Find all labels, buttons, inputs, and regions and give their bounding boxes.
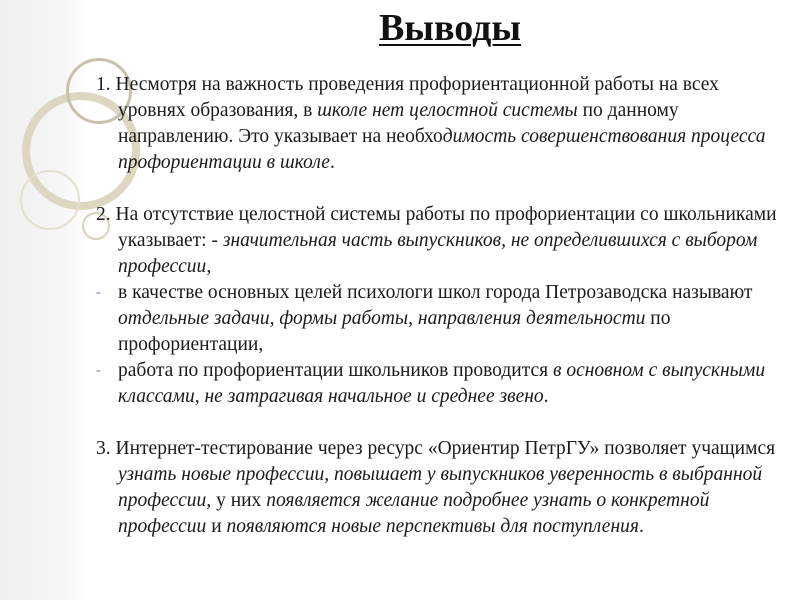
conclusion-1-text-2: по данному направлению. Это указывает на необхо xyxy=(118,100,679,147)
bullet-item-2 xyxy=(96,358,786,410)
conclusion-2-text: 2. На отсутствие целостной системы работы по профориентации со школьниками указывает: - xyxy=(96,204,777,251)
conclusion-2-emphasis: значительная часть выпускников, не определившихся с выбором профессии xyxy=(118,230,758,277)
conclusion-3-text-3: и xyxy=(206,516,227,537)
bullet-1-text-2: по профориентации, xyxy=(118,308,671,355)
bullet-2-text: работа по профориентации школьников проводится xyxy=(118,360,553,381)
conclusion-3-text: 3. Интернет-тестирование через ресурс «Ориентир ПетрГУ» позволяет учащимся xyxy=(96,438,776,459)
bullet-item-1 xyxy=(96,280,786,358)
conclusion-1-emphasis: школе нет целостной системы xyxy=(317,100,578,121)
conclusion-3-emphasis-2: появляется желание подробнее узнать о конкретной профессии xyxy=(118,490,710,537)
bullet-1-text: в качестве основных целей психологи школ города Петрозаводска называют xyxy=(118,282,753,303)
conclusion-1-text: 1. Несмотря на важность проведения профориентационной работы на всех уровнях образования, в xyxy=(96,74,719,121)
decorative-ring-small xyxy=(20,170,80,230)
bullet-2-period: . xyxy=(543,386,549,407)
conclusion-1 xyxy=(96,72,786,176)
bullet-2-emphasis: в основном с выпускными классами, не затрагивая начальное и среднее звено xyxy=(118,360,766,407)
conclusion-2-comma: , xyxy=(206,256,212,277)
bullet-dash-icon: - xyxy=(96,285,101,300)
paragraph-gap xyxy=(96,176,786,202)
conclusion-3-text-2: у них xyxy=(211,490,267,511)
slide-title: Выводы xyxy=(378,7,522,49)
conclusion-2 xyxy=(96,202,786,280)
paragraph-gap xyxy=(96,410,786,436)
conclusion-3 xyxy=(96,436,786,540)
bullet-dash-icon: - xyxy=(96,363,101,378)
conclusion-3-emphasis-3: появляются новые перспективы для поступления xyxy=(226,516,639,537)
slide-content xyxy=(96,72,786,540)
conclusion-3-period: . xyxy=(638,516,644,537)
conclusion-1-emphasis-2: димость совершенствования процесса профориентации в школе xyxy=(118,126,766,173)
bullet-1-emphasis: отдельные задачи, формы работы, направления деятельности xyxy=(118,308,646,329)
conclusion-1-period: . xyxy=(329,152,335,173)
conclusion-3-emphasis: узнать новые профессии, повышает у выпускников уверенность в выбранной профессии, xyxy=(118,464,763,511)
